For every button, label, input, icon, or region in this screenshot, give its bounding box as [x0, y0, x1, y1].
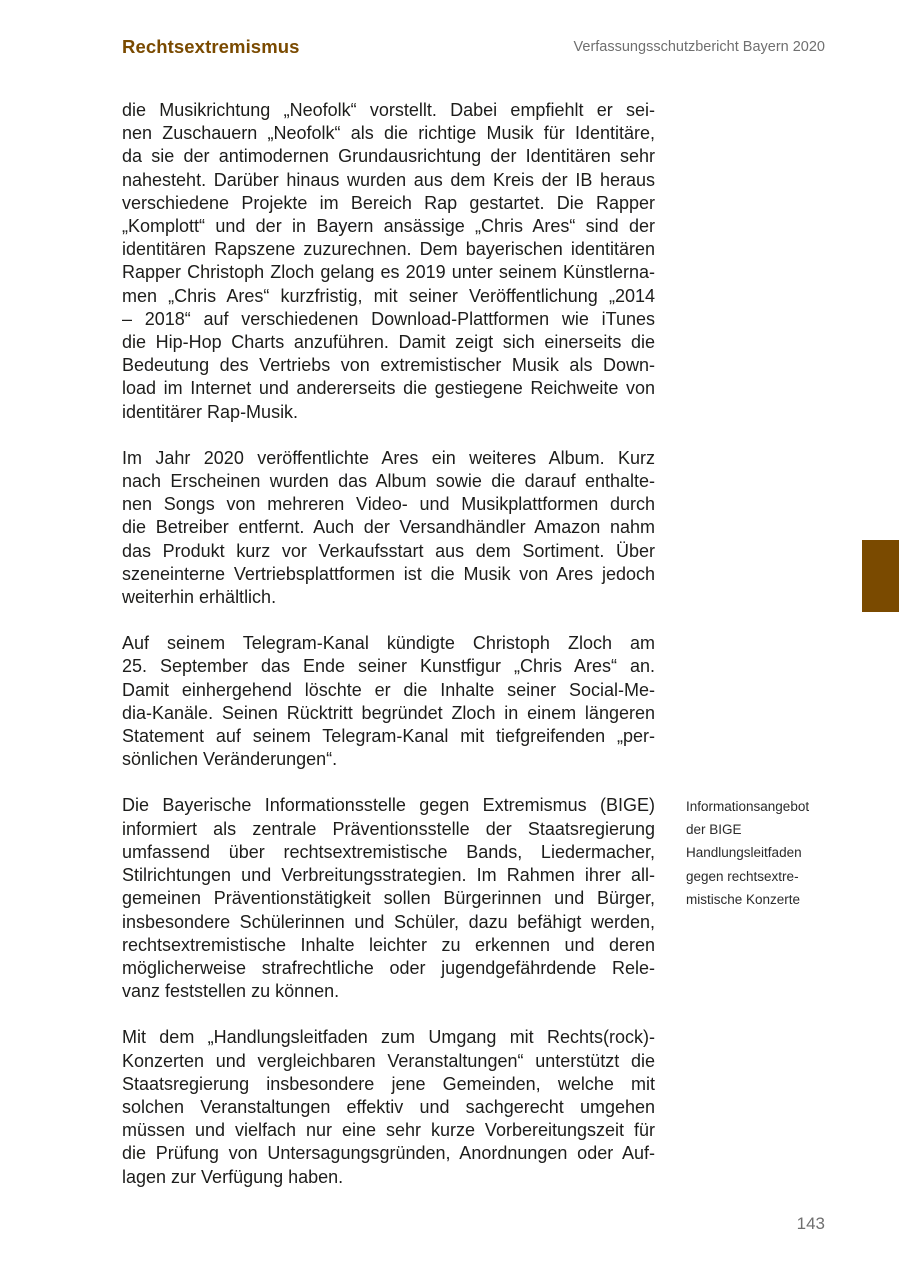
paragraph — [122, 447, 655, 609]
margin-note-line: Informationsangebot — [686, 799, 810, 814]
text-line: verschiedene Projekte im Bereich Rap gestartet. Die Rapper — [122, 192, 655, 213]
text-line: rechtsextremistische Inhalte leichter zu erkennen und deren — [122, 934, 655, 955]
text-line: Im Jahr 2020 veröffentlichte Ares ein weiteres Album. Kurz — [122, 447, 655, 468]
text-line: 25. September das Ende seiner Kunstfigur „Chris Ares“ an. — [122, 656, 655, 677]
paragraph — [122, 632, 655, 771]
section-title: Rechtsextremismus — [122, 36, 300, 57]
chapter-thumb-tab — [862, 540, 899, 612]
margin-note — [686, 795, 836, 911]
text-line: Konzerten und vergleichbaren Veranstaltungen“ unterstützt die — [122, 1050, 655, 1071]
text-line: szeneinterne Vertriebsplattformen ist die Musik von Ares jedoch — [122, 563, 655, 584]
text-line: Damit einhergehend löschte er die Inhalte seiner Social-Me- — [122, 679, 655, 700]
text-line: die Musikrichtung „Neofolk“ vorstellt. Dabei empfiehlt er sei- — [122, 100, 655, 120]
text-line: insbesondere Schülerinnen und Schüler, dazu befähigt werden, — [122, 911, 655, 932]
text-line: das Produkt kurz vor Verkaufsstart aus dem Sortiment. Über — [122, 540, 655, 561]
text-line: die Prüfung von Untersagungsgründen, Anordnungen oder Auf- — [122, 1143, 655, 1164]
text-line: Rapper Christoph Zloch gelang es 2019 unter seinem Künstlerna- — [122, 262, 655, 283]
text-line: informiert als zentrale Präventionsstelle der Staatsregierung — [122, 818, 655, 839]
text-line: möglicherweise strafrechtliche oder jugendgefährdende Rele- — [122, 957, 655, 978]
text-line: – 2018“ auf verschiedenen Download-Plattformen wie iTunes — [122, 308, 655, 329]
text-line: Auf seinem Telegram-Kanal kündigte Christoph Zloch am — [122, 633, 655, 654]
text-line: nen Songs von mehreren Video- und Musikplattformen durch — [122, 494, 655, 515]
text-line: Mit dem „Handlungsleitfaden zum Umgang mit Rechts(rock)- — [122, 1027, 655, 1048]
text-line: nach Erscheinen wurden das Album sowie die darauf enthalte- — [122, 471, 655, 492]
text-line: men „Chris Ares“ kurzfristig, mit seiner Veröffentlichung „2014 — [122, 285, 655, 306]
paragraph — [122, 1026, 655, 1188]
text-line: nahesteht. Darüber hinaus wurden aus dem Kreis der IB heraus — [122, 169, 655, 190]
margin-note-line: mistische Konzerte — [686, 891, 801, 907]
text-line: gemeinen Präventionstätigkeit sollen Bürgerinnen und Bürger, — [122, 888, 655, 909]
text-line: die Hip-Hop Charts anzuführen. Damit zeigt sich einerseits die — [122, 332, 655, 353]
margin-note-line: gegen rechtsextre- — [686, 868, 799, 884]
text-line: die Betreiber entfernt. Auch der Versandhändler Amazon nahm — [122, 517, 655, 538]
text-line: sönlichen Veränderungen“. — [122, 749, 338, 770]
text-line: vanz feststellen zu können. — [122, 981, 340, 1002]
text-line: Stilrichtungen und Verbreitungsstrategien. Im Rahmen ihrer all- — [122, 865, 655, 886]
report-title: Verfassungsschutzbericht Bayern 2020 — [573, 39, 825, 55]
margin-note-line: der BIGE — [686, 822, 742, 838]
text-line: identitärer Rap-Musik. — [122, 401, 299, 422]
text-line: müssen und vielfach nur eine sehr kurze Vorbereitungszeit für — [122, 1120, 655, 1141]
text-line: Staatsregierung insbesondere jene Gemeinden, welche mit — [122, 1073, 655, 1094]
text-line: umfassend über rechtsextremistische Bands, Liedermacher, — [122, 841, 655, 862]
text-line: lagen zur Verfügung haben. — [122, 1166, 344, 1187]
text-line: Bedeutung des Vertriebs von extremistischer Musik als Down- — [122, 355, 655, 376]
text-line: load im Internet und andererseits die gestiegene Reichweite von — [122, 378, 655, 399]
text-line: weiterhin erhältlich. — [122, 587, 277, 608]
main-text — [122, 99, 655, 1212]
text-line: identitären Rapszene zuzurechnen. Dem bayerischen identitären — [122, 239, 655, 260]
page-number: 143 — [796, 1214, 825, 1233]
text-line: Statement auf seinem Telegram-Kanal mit tiefgreifenden „per- — [122, 726, 655, 747]
text-line: dia-Kanäle. Seinen Rücktritt begründet Zloch in einem längeren — [122, 702, 655, 723]
text-line: nen Zuschauern „Neofolk“ als die richtige Musik für Identitäre, — [122, 123, 655, 144]
text-line: „Komplott“ und der in Bayern ansässige „Chris Ares“ sind der — [122, 216, 655, 237]
margin-note-line: Handlungsleitfaden — [686, 845, 802, 861]
paragraph — [122, 794, 655, 1003]
text-line: da sie der antimodernen Grundausrichtung der Identitären sehr — [122, 146, 655, 167]
text-line: solchen Veranstaltungen effektiv und sachgerecht umgehen — [122, 1096, 655, 1117]
text-line: Die Bayerische Informationsstelle gegen Extremismus (BIGE) — [122, 795, 655, 816]
paragraph — [122, 99, 655, 424]
